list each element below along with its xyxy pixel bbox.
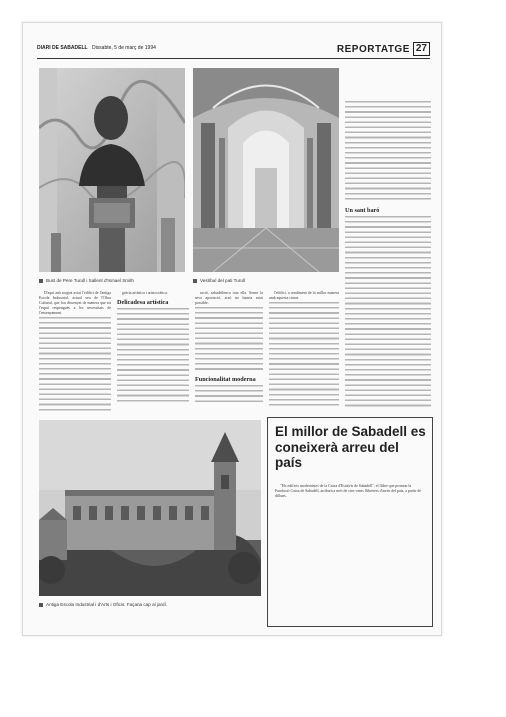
- text-lines: [39, 317, 111, 413]
- article-column-right-bottom: [345, 204, 431, 409]
- subhead-un-sant-baro: Un sant baró: [345, 207, 380, 214]
- sidebar-article-title: El millor de Sabadell es coneixerà arreu del país: [275, 424, 426, 470]
- vestibule-photo: [193, 68, 339, 272]
- page-number: 27: [413, 42, 430, 56]
- publication-name: DIARI DE SABADELL: [37, 45, 88, 51]
- caption-marker-icon: [39, 603, 43, 607]
- school-photo: [39, 420, 261, 596]
- text-lines: [269, 302, 339, 406]
- newspaper-page: [22, 22, 442, 636]
- sidebar-article-lead: "Els edificis modernistes de la Caixa d'Estalvis de Sabadell", el llibre que promou la Fundació Caixa de Sabadell, arribarà a més de cinc-cents llibreters d'arreu del país, a partir de dilluns.: [275, 484, 421, 499]
- bust-illustration: [39, 68, 185, 272]
- article-column-right-top: [345, 101, 431, 201]
- article-column-4: [269, 291, 339, 415]
- bust-caption-text: Bust de Pere Turull i Sallent d'Ismael Smith: [46, 278, 134, 283]
- text-lines: [345, 101, 431, 201]
- sidebar-article-box: [267, 417, 433, 627]
- col4-intro: l'edifici, a rendiment de la millor manera amb aquesta ciutat.: [269, 291, 339, 301]
- text-lines: [345, 216, 431, 409]
- col3-intro: ració, sabadellenca tota ella. Sense la seva aportació, això no hauria estat possible.: [195, 291, 263, 306]
- vestibule-caption-text: Vestíbul del pati Turull: [200, 278, 245, 283]
- text-lines: [195, 307, 263, 373]
- sidebar-article-body: [275, 484, 425, 621]
- text-lines: [275, 500, 425, 610]
- school-caption: [39, 602, 167, 607]
- page-header: [37, 42, 430, 59]
- col2-intro: gràcia artística i aristocràtica.: [122, 291, 168, 295]
- caption-marker-icon: [193, 279, 197, 283]
- subhead-funcionalitat-moderna: Funcionalitat moderna: [195, 376, 256, 384]
- header-publication-line: [37, 45, 156, 51]
- article-column-1: [39, 291, 111, 415]
- publication-date: Dissabte, 5 de març de 1994: [91, 45, 156, 51]
- vestibule-caption: [193, 278, 245, 283]
- col1-intro: D'aquí anà sorgint aviat l'edifici de l'antiga Escola Industrial, actual seu de l'Obra Cultural, que fou dissenyat de manera que tot l'espai respongués a les necessitats de l'ensenyament.: [39, 291, 111, 316]
- bust-photo: [39, 68, 185, 272]
- bust-caption: [39, 278, 134, 283]
- vestibule-illustration: [193, 68, 339, 272]
- article-column-3: [195, 291, 263, 415]
- subhead-delicadesa-artistica: Delicadesa artística: [117, 299, 169, 307]
- text-lines: [117, 308, 189, 404]
- header-section: [337, 42, 430, 56]
- text-lines: [195, 385, 263, 405]
- school-illustration: [39, 420, 261, 596]
- caption-marker-icon: [39, 279, 43, 283]
- section-name: REPORTATGE: [336, 43, 410, 55]
- article-column-2: [117, 291, 189, 415]
- school-caption-text: Antiga Escola Industrial i d'Arts i Oficis. Façana cap al jardí.: [46, 602, 168, 607]
